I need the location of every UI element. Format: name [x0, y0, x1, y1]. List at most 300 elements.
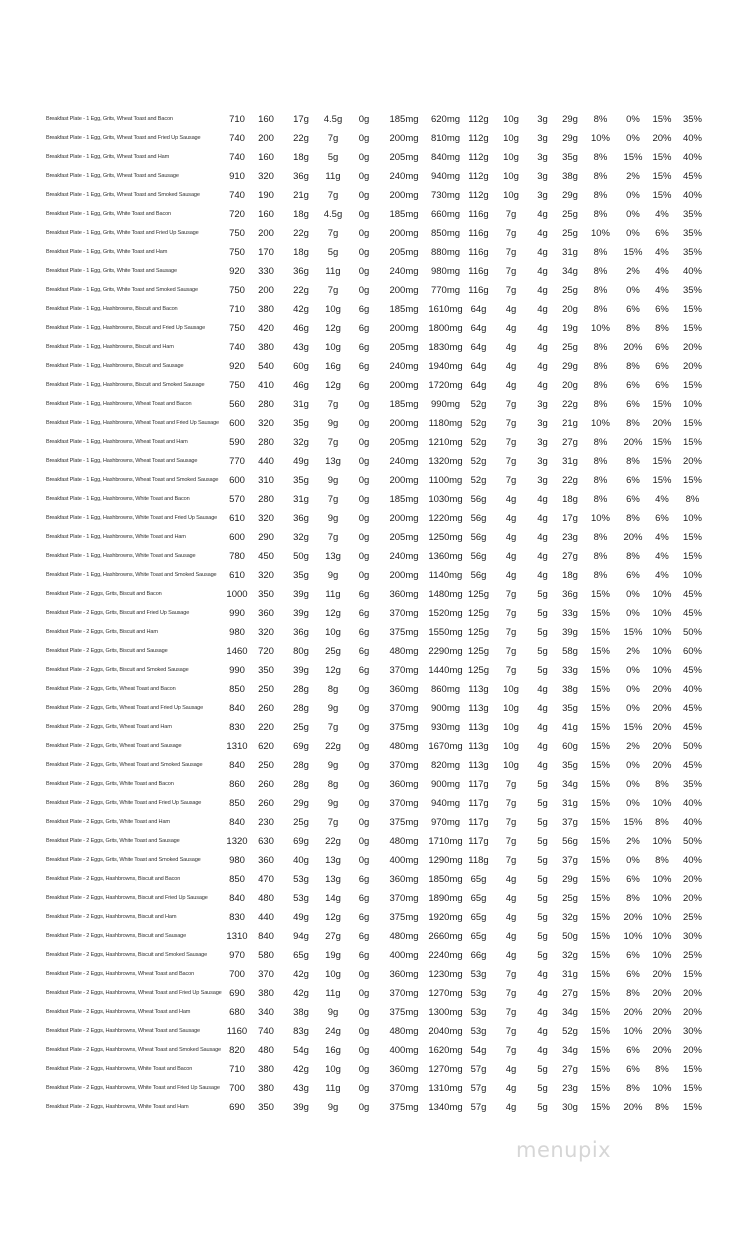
iron-cell: 35%: [682, 114, 702, 125]
fat-calories-cell: 200: [258, 285, 274, 296]
table-row: [46, 471, 709, 490]
calories-cell: 700: [229, 969, 245, 980]
total-fat-cell: 29g: [293, 798, 309, 809]
sodium-cell: 850mg: [430, 228, 461, 239]
calories-cell: 740: [229, 190, 245, 201]
saturated-fat-cell: 7g: [327, 817, 339, 828]
fiber-cell: 7g: [505, 475, 517, 486]
calories-cell: 840: [229, 893, 245, 904]
protein-cell: 29g: [562, 133, 578, 144]
sugars-cell: 4g: [537, 551, 548, 562]
fiber-cell: 10g: [503, 114, 519, 125]
protein-cell: 34g: [562, 1007, 578, 1018]
calories-cell: 780: [229, 551, 245, 562]
vitamin-a-cell: 15%: [590, 855, 610, 866]
total-fat-cell: 22g: [293, 133, 309, 144]
fat-calories-cell: 380: [258, 1083, 274, 1094]
vitamin-c-cell: 8%: [626, 456, 640, 467]
fat-calories-cell: 320: [258, 171, 274, 182]
iron-cell: 15%: [682, 437, 702, 448]
calcium-cell: 15%: [652, 475, 672, 486]
carbohydrates-cell: 117g: [468, 798, 489, 809]
saturated-fat-cell: 9g: [327, 513, 339, 524]
calcium-cell: 20%: [652, 988, 672, 999]
fiber-cell: 4g: [505, 893, 517, 904]
saturated-fat-cell: 9g: [327, 570, 339, 581]
vitamin-a-cell: 15%: [590, 646, 610, 657]
vitamin-c-cell: 15%: [623, 627, 643, 638]
calories-cell: 740: [229, 152, 245, 163]
protein-cell: 38g: [562, 684, 578, 695]
sodium-cell: 1290mg: [428, 855, 463, 866]
menupix-watermark: menupix: [516, 1138, 612, 1162]
trans-fat-cell: 6g: [358, 665, 370, 676]
trans-fat-cell: 0g: [358, 1064, 370, 1075]
total-fat-cell: 18g: [293, 247, 309, 258]
saturated-fat-cell: 10g: [325, 627, 341, 638]
sugars-cell: 3g: [537, 437, 548, 448]
carbohydrates-cell: 125g: [467, 627, 490, 638]
vitamin-c-cell: 0%: [626, 209, 640, 220]
total-fat-cell: 31g: [293, 494, 309, 505]
sodium-cell: 1520mg: [428, 608, 463, 619]
sugars-cell: 3g: [537, 475, 548, 486]
trans-fat-cell: 0g: [358, 570, 370, 581]
sodium-cell: 940mg: [430, 171, 461, 182]
carbohydrates-cell: 56g: [470, 532, 487, 543]
table-row: [46, 661, 709, 680]
carbohydrates-cell: 52g: [470, 437, 487, 448]
table-row: [46, 452, 709, 471]
trans-fat-cell: 0g: [358, 418, 370, 429]
calcium-cell: 10%: [652, 874, 672, 885]
saturated-fat-cell: 22g: [325, 836, 341, 847]
calcium-cell: 15%: [652, 190, 672, 201]
protein-cell: 56g: [562, 836, 578, 847]
trans-fat-cell: 0g: [358, 209, 370, 220]
calories-cell: 1460: [226, 646, 248, 657]
calcium-cell: 10%: [652, 950, 672, 961]
item-name-cell: Breakfast Plate - 1 Egg, Hashbrowns, Wheat Toast and Sausage: [46, 458, 198, 464]
calories-cell: 1160: [226, 1026, 248, 1037]
sodium-cell: 820mg: [430, 760, 461, 771]
protein-cell: 36g: [562, 589, 578, 600]
carbohydrates-cell: 53g: [470, 988, 487, 999]
iron-cell: 25%: [682, 912, 702, 923]
item-name-cell: Breakfast Plate - 1 Egg, Hashbrowns, Wheat Toast and Bacon: [46, 401, 192, 407]
carbohydrates-cell: 113g: [468, 741, 489, 752]
iron-cell: 20%: [682, 1007, 702, 1018]
vitamin-a-cell: 8%: [593, 532, 608, 543]
cholesterol-cell: 400mg: [389, 950, 419, 961]
trans-fat-cell: 6g: [358, 627, 370, 638]
fat-calories-cell: 740: [258, 1026, 274, 1037]
vitamin-c-cell: 0%: [626, 703, 640, 714]
sodium-cell: 1250mg: [428, 532, 463, 543]
calcium-cell: 4%: [655, 532, 669, 543]
calcium-cell: 6%: [655, 380, 669, 391]
sodium-cell: 940mg: [430, 798, 461, 809]
fiber-cell: 7g: [505, 456, 517, 467]
fat-calories-cell: 220: [258, 722, 274, 733]
vitamin-a-cell: 8%: [593, 209, 608, 220]
calcium-cell: 15%: [652, 152, 672, 163]
fat-calories-cell: 360: [258, 855, 274, 866]
vitamin-c-cell: 6%: [626, 1045, 640, 1056]
protein-cell: 25g: [562, 893, 578, 904]
cholesterol-cell: 240mg: [389, 266, 419, 277]
sugars-cell: 4g: [537, 513, 548, 524]
vitamin-c-cell: 20%: [623, 437, 643, 448]
iron-cell: 10%: [682, 399, 702, 410]
cholesterol-cell: 375mg: [389, 912, 419, 923]
iron-cell: 45%: [682, 665, 702, 676]
fiber-cell: 4g: [505, 912, 517, 923]
item-name-cell: Breakfast Plate - 1 Egg, Hashbrowns, Biscuit and Smoked Sausage: [46, 382, 205, 388]
total-fat-cell: 60g: [293, 361, 309, 372]
cholesterol-cell: 360mg: [389, 874, 419, 885]
trans-fat-cell: 0g: [358, 171, 370, 182]
fiber-cell: 7g: [505, 418, 517, 429]
trans-fat-cell: 0g: [358, 760, 370, 771]
total-fat-cell: 43g: [293, 1083, 309, 1094]
carbohydrates-cell: 112g: [468, 114, 489, 125]
carbohydrates-cell: 113g: [468, 684, 489, 695]
carbohydrates-cell: 116g: [468, 209, 489, 220]
vitamin-a-cell: 15%: [590, 912, 610, 923]
vitamin-a-cell: 8%: [593, 475, 608, 486]
calcium-cell: 15%: [652, 399, 672, 410]
vitamin-a-cell: 8%: [593, 494, 608, 505]
table-row: [46, 680, 709, 699]
iron-cell: 40%: [682, 798, 702, 809]
total-fat-cell: 36g: [293, 513, 309, 524]
trans-fat-cell: 6g: [358, 589, 370, 600]
cholesterol-cell: 370mg: [389, 760, 419, 771]
saturated-fat-cell: 7g: [327, 722, 339, 733]
sugars-cell: 4g: [537, 380, 548, 391]
vitamin-a-cell: 15%: [590, 779, 610, 790]
calories-cell: 770: [229, 456, 245, 467]
calories-cell: 750: [229, 323, 245, 334]
saturated-fat-cell: 9g: [327, 418, 339, 429]
sodium-cell: 930mg: [430, 722, 461, 733]
protein-cell: 50g: [562, 931, 578, 942]
vitamin-a-cell: 8%: [593, 361, 608, 372]
sugars-cell: 5g: [537, 874, 548, 885]
item-name-cell: Breakfast Plate - 2 Eggs, Grits, Biscuit and Fried Up Sausage: [46, 610, 190, 616]
vitamin-c-cell: 20%: [623, 1102, 643, 1113]
cholesterol-cell: 205mg: [389, 437, 419, 448]
saturated-fat-cell: 4.5g: [323, 114, 343, 125]
carbohydrates-cell: 66g: [470, 950, 487, 961]
vitamin-a-cell: 15%: [590, 874, 610, 885]
table-row: [46, 965, 709, 984]
carbohydrates-cell: 125g: [467, 646, 490, 657]
trans-fat-cell: 0g: [358, 152, 370, 163]
calories-cell: 830: [229, 722, 245, 733]
sodium-cell: 1140mg: [428, 570, 463, 581]
vitamin-c-cell: 6%: [626, 399, 640, 410]
total-fat-cell: 36g: [293, 266, 309, 277]
fiber-cell: 7g: [505, 855, 517, 866]
sodium-cell: 2240mg: [428, 950, 463, 961]
calories-cell: 990: [229, 665, 245, 676]
carbohydrates-cell: 65g: [470, 874, 487, 885]
item-name-cell: Breakfast Plate - 2 Eggs, Hashbrowns, Wheat Toast and Sausage: [46, 1028, 200, 1034]
calories-cell: 750: [229, 380, 245, 391]
total-fat-cell: 32g: [293, 437, 309, 448]
protein-cell: 32g: [562, 912, 578, 923]
fat-calories-cell: 260: [258, 703, 274, 714]
vitamin-a-cell: 8%: [593, 399, 608, 410]
table-row: [46, 813, 709, 832]
item-name-cell: Breakfast Plate - 1 Egg, Hashbrowns, Wheat Toast and Smoked Sausage: [46, 477, 219, 483]
sugars-cell: 5g: [537, 817, 548, 828]
saturated-fat-cell: 11g: [325, 988, 341, 999]
vitamin-a-cell: 15%: [590, 893, 610, 904]
fat-calories-cell: 380: [258, 988, 274, 999]
fiber-cell: 4g: [505, 513, 517, 524]
sugars-cell: 3g: [537, 133, 548, 144]
cholesterol-cell: 200mg: [389, 285, 419, 296]
cholesterol-cell: 200mg: [389, 133, 419, 144]
cholesterol-cell: 205mg: [389, 247, 419, 258]
fiber-cell: 4g: [505, 304, 517, 315]
trans-fat-cell: 0g: [358, 266, 370, 277]
calcium-cell: 8%: [655, 323, 669, 334]
carbohydrates-cell: 116g: [468, 266, 489, 277]
carbohydrates-cell: 65g: [470, 912, 487, 923]
cholesterol-cell: 200mg: [389, 190, 419, 201]
calories-cell: 720: [229, 209, 245, 220]
vitamin-c-cell: 20%: [623, 912, 643, 923]
sodium-cell: 880mg: [430, 247, 461, 258]
sugars-cell: 5g: [537, 779, 548, 790]
vitamin-a-cell: 15%: [590, 703, 610, 714]
vitamin-c-cell: 8%: [626, 988, 640, 999]
iron-cell: 45%: [682, 722, 702, 733]
table-row: [46, 604, 709, 623]
fiber-cell: 4g: [505, 380, 517, 391]
table-row: [46, 262, 709, 281]
sodium-cell: 1800mg: [428, 323, 463, 334]
protein-cell: 27g: [562, 551, 578, 562]
iron-cell: 40%: [682, 190, 702, 201]
total-fat-cell: 25g: [293, 817, 309, 828]
sodium-cell: 990mg: [430, 399, 461, 410]
sodium-cell: 1210mg: [428, 437, 463, 448]
sodium-cell: 1480mg: [428, 589, 463, 600]
total-fat-cell: 69g: [293, 836, 309, 847]
trans-fat-cell: 6g: [358, 874, 370, 885]
table-row: [46, 889, 709, 908]
sodium-cell: 810mg: [430, 133, 461, 144]
calcium-cell: 10%: [652, 646, 672, 657]
fat-calories-cell: 350: [258, 665, 274, 676]
fat-calories-cell: 170: [258, 247, 274, 258]
fiber-cell: 7g: [505, 608, 517, 619]
trans-fat-cell: 0g: [358, 779, 370, 790]
fat-calories-cell: 580: [258, 950, 274, 961]
saturated-fat-cell: 13g: [325, 551, 341, 562]
table-row: [46, 1041, 709, 1060]
item-name-cell: Breakfast Plate - 1 Egg, Grits, White Toast and Sausage: [46, 268, 177, 274]
table-row: [46, 737, 709, 756]
sodium-cell: 1830mg: [428, 342, 463, 353]
table-row: [46, 566, 709, 585]
saturated-fat-cell: 13g: [325, 456, 341, 467]
table-row: [46, 148, 709, 167]
item-name-cell: Breakfast Plate - 2 Eggs, Hashbrowns, Biscuit and Fried Up Sausage: [46, 895, 208, 901]
trans-fat-cell: 0g: [358, 513, 370, 524]
fiber-cell: 10g: [503, 133, 519, 144]
table-row: [46, 927, 709, 946]
calories-cell: 600: [229, 475, 245, 486]
sodium-cell: 620mg: [430, 114, 461, 125]
vitamin-c-cell: 6%: [626, 969, 640, 980]
total-fat-cell: 54g: [293, 1045, 309, 1056]
cholesterol-cell: 400mg: [389, 855, 419, 866]
table-row: [46, 642, 709, 661]
vitamin-a-cell: 15%: [590, 931, 610, 942]
saturated-fat-cell: 16g: [325, 1045, 341, 1056]
sugars-cell: 4g: [537, 988, 548, 999]
sugars-cell: 4g: [537, 1026, 548, 1037]
calcium-cell: 6%: [655, 228, 669, 239]
iron-cell: 35%: [682, 779, 702, 790]
trans-fat-cell: 0g: [358, 228, 370, 239]
item-name-cell: Breakfast Plate - 2 Eggs, Hashbrowns, Biscuit and Smoked Sausage: [46, 952, 208, 958]
fiber-cell: 4g: [505, 570, 517, 581]
calories-cell: 600: [229, 532, 245, 543]
saturated-fat-cell: 7g: [327, 437, 339, 448]
nutrition-table: [46, 110, 709, 1117]
cholesterol-cell: 360mg: [389, 779, 419, 790]
calories-cell: 1310: [226, 931, 248, 942]
vitamin-a-cell: 8%: [593, 247, 608, 258]
iron-cell: 15%: [682, 969, 702, 980]
fiber-cell: 4g: [505, 1064, 517, 1075]
item-name-cell: Breakfast Plate - 1 Egg, Grits, Wheat Toast and Fried Up Sausage: [46, 135, 201, 141]
vitamin-c-cell: 6%: [626, 950, 640, 961]
trans-fat-cell: 6g: [358, 608, 370, 619]
trans-fat-cell: 0g: [358, 969, 370, 980]
protein-cell: 27g: [562, 1064, 578, 1075]
protein-cell: 23g: [562, 1083, 578, 1094]
fiber-cell: 7g: [505, 646, 517, 657]
cholesterol-cell: 375mg: [389, 722, 419, 733]
iron-cell: 10%: [682, 513, 702, 524]
trans-fat-cell: 0g: [358, 817, 370, 828]
protein-cell: 25g: [562, 342, 578, 353]
total-fat-cell: 18g: [293, 152, 309, 163]
table-row: [46, 756, 709, 775]
protein-cell: 29g: [562, 874, 578, 885]
cholesterol-cell: 370mg: [389, 798, 419, 809]
item-name-cell: Breakfast Plate - 2 Eggs, Hashbrowns, White Toast and Bacon: [46, 1066, 193, 1072]
table-row: [46, 300, 709, 319]
carbohydrates-cell: 52g: [470, 418, 487, 429]
total-fat-cell: 42g: [293, 1064, 309, 1075]
fiber-cell: 7g: [505, 817, 517, 828]
iron-cell: 10%: [682, 570, 702, 581]
table-row: [46, 775, 709, 794]
protein-cell: 29g: [562, 190, 578, 201]
carbohydrates-cell: 125g: [467, 589, 490, 600]
iron-cell: 30%: [682, 1026, 702, 1037]
fat-calories-cell: 280: [258, 494, 274, 505]
item-name-cell: Breakfast Plate - 2 Eggs, Grits, White Toast and Smoked Sausage: [46, 857, 201, 863]
calories-cell: 980: [229, 855, 245, 866]
cholesterol-cell: 360mg: [389, 969, 419, 980]
vitamin-a-cell: 8%: [593, 342, 608, 353]
trans-fat-cell: 6g: [358, 361, 370, 372]
sodium-cell: 1890mg: [428, 893, 463, 904]
carbohydrates-cell: 125g: [467, 665, 490, 676]
calcium-cell: 20%: [652, 741, 672, 752]
calcium-cell: 20%: [652, 703, 672, 714]
fat-calories-cell: 370: [258, 969, 274, 980]
fiber-cell: 10g: [503, 722, 519, 733]
calories-cell: 860: [229, 779, 245, 790]
table-row: [46, 509, 709, 528]
trans-fat-cell: 6g: [358, 950, 370, 961]
fat-calories-cell: 330: [258, 266, 274, 277]
calories-cell: 1320: [226, 836, 248, 847]
iron-cell: 30%: [682, 931, 702, 942]
iron-cell: 20%: [682, 361, 702, 372]
total-fat-cell: 35g: [293, 418, 309, 429]
trans-fat-cell: 0g: [358, 437, 370, 448]
total-fat-cell: 53g: [293, 874, 309, 885]
fiber-cell: 4g: [505, 323, 517, 334]
item-name-cell: Breakfast Plate - 1 Egg, Hashbrowns, Biscuit and Bacon: [46, 306, 178, 312]
calories-cell: 700: [229, 1083, 245, 1094]
item-name-cell: Breakfast Plate - 2 Eggs, Hashbrowns, Wheat Toast and Smoked Sausage: [46, 1047, 222, 1053]
fat-calories-cell: 200: [258, 133, 274, 144]
vitamin-c-cell: 8%: [626, 1083, 640, 1094]
carbohydrates-cell: 64g: [470, 323, 487, 334]
calories-cell: 590: [229, 437, 245, 448]
fat-calories-cell: 350: [258, 589, 274, 600]
sugars-cell: 4g: [537, 209, 548, 220]
saturated-fat-cell: 27g: [325, 931, 341, 942]
fat-calories-cell: 350: [258, 1102, 274, 1113]
fat-calories-cell: 540: [258, 361, 274, 372]
iron-cell: 20%: [682, 893, 702, 904]
sodium-cell: 1270mg: [428, 1064, 463, 1075]
fat-calories-cell: 720: [258, 646, 274, 657]
total-fat-cell: 31g: [293, 399, 309, 410]
fiber-cell: 4g: [505, 1083, 517, 1094]
sugars-cell: 3g: [537, 399, 548, 410]
sodium-cell: 970mg: [430, 817, 461, 828]
cholesterol-cell: 375mg: [389, 627, 419, 638]
vitamin-a-cell: 15%: [590, 608, 610, 619]
vitamin-c-cell: 0%: [626, 760, 640, 771]
fiber-cell: 7g: [505, 836, 517, 847]
saturated-fat-cell: 9g: [327, 475, 339, 486]
sodium-cell: 1320mg: [428, 456, 463, 467]
iron-cell: 45%: [682, 760, 702, 771]
total-fat-cell: 42g: [293, 969, 309, 980]
fiber-cell: 7g: [505, 798, 517, 809]
item-name-cell: Breakfast Plate - 1 Egg, Grits, Wheat Toast and Ham: [46, 154, 170, 160]
vitamin-a-cell: 15%: [590, 741, 610, 752]
cholesterol-cell: 185mg: [389, 209, 419, 220]
carbohydrates-cell: 57g: [470, 1064, 487, 1075]
